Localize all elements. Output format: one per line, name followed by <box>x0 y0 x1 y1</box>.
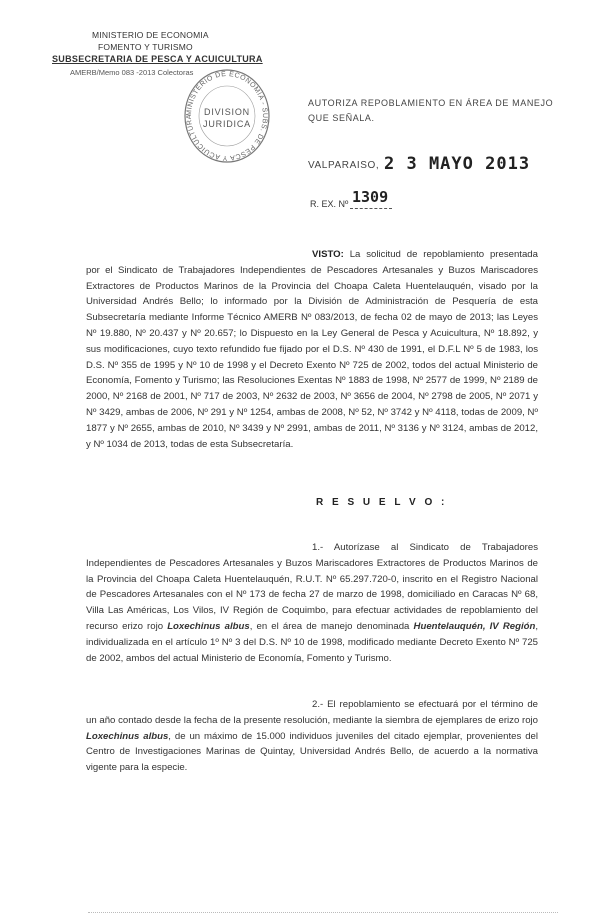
resolution-underline <box>350 208 392 209</box>
article-1-area: Huentelauquén, IV Región <box>413 620 536 632</box>
article-2-text-b: , de un máximo de 15.000 individuos juveniles del citado ejemplar, provenientes del Centro de Investigaciones Marinas de Quintay, Universidad Andrés Bello, de acuerdo a la normativa vigente para la especie. <box>86 730 538 774</box>
article-1-text-a: 1.- Autorízase al Sindicato de Trabajadores Independientes de Pescadores Artesanales y Buzos Mariscadores Extractores de Productos Marinos de la Provincia del Choapa Caleta Huentelauquén, R.U.T. Nº 65.297.720-0, inscrito en el Registro Nacional de Pescadores Artesanales con el Nº 173 de fecha 27 de marzo de 1998, domiciliado en Caracas Nº 68, Villa Las Américas, Los Vilos, IV Región de Coquimbo, para efectuar actividades de repoblamiento del recurso erizo rojo <box>86 542 538 632</box>
stamp-outer-text: MINISTERIO DE ECONOMIA - SUBS. DE PESCA Y ACUICULTURA <box>185 70 269 162</box>
resuelvo-heading: R E S U E L V O : <box>316 497 448 508</box>
article-1-text-b: , en el área de manejo denominada <box>249 620 410 632</box>
stamp-seal-icon <box>182 66 272 166</box>
resolution-date: 2 3 MAYO 2013 <box>384 154 531 174</box>
ministry-name: MINISTERIO DE ECONOMIA <box>92 30 209 40</box>
visto-paragraph <box>86 247 538 452</box>
stamp-center-line2: JURIDICA <box>203 119 251 129</box>
subsecretaria-name: SUBSECRETARIA DE PESCA Y ACUICULTURA <box>52 54 263 64</box>
document-title-line2: QUE SEÑALA. <box>308 113 375 123</box>
article-1-species: Loxechinus albus <box>167 620 250 632</box>
article-2-paragraph <box>86 697 538 776</box>
page-bottom-edge <box>88 912 558 913</box>
document-title <box>308 96 568 126</box>
resolution-number: 1309 <box>352 188 389 206</box>
document-title-line1: AUTORIZA REPOBLAMIENTO EN ÁREA DE MANEJO <box>308 98 554 108</box>
stamp-center-line1: DIVISION <box>204 107 250 117</box>
division-juridica-stamp <box>182 66 272 166</box>
resolution-label: R. EX. Nº <box>310 199 349 209</box>
article-2-species: Loxechinus albus <box>86 730 169 742</box>
article-1-text-c: , individualizada en el artículo 1º Nº 3 del D.S. Nº 10 de 1998, modificado mediante Decreto Exento Nº 725 de 2002, ambos del actual Ministerio de Economía, Fomento y Turismo. <box>86 620 539 664</box>
visto-label: VISTO: <box>312 249 344 260</box>
visto-text: La solicitud de repoblamiento presentada por el Sindicato de Trabajadores Independientes de Pescadores Artesanales y Buzos Mariscadores Extractores de Productos Marinos de la Provincia del Choapa Caleta Huentelauquén, visado por la Universidad Andrés Bello; lo informado por la División de Administración de Pesquería de esta Subsecretaría mediante Informe Técnico AMERB Nº 083/2013, de fecha 02 de mayo de 2013; las Leyes Nº 19.880, Nº 20.437 y Nº 20.657; lo Dispuesto en la Ley General de Pesca y Acuicultura, Nº 18.892, y sus modificaciones, cuyo texto refundido fue fijado por el D.S. Nº 430 de 1991, el D.F.L Nº 5 de 1983, los D.S. Nº 355 de 1995 y Nº 10 de 1998 y el Decreto Exento Nº 725 de 2002, todos del actual Ministerio de Economía, Fomento y Turismo; las Resoluciones Exentas Nº 1883 de 1998, Nº 2577 de 1999, Nº 2189 de 2000, Nº 2168 de 2001, Nº 717 de 2003, Nº 2632 de 2003, Nº 3656 de 2004, Nº 2798 de 2005, Nº 2071 y Nº 3429, ambas de 2006, Nº 291 y Nº 1254, ambas de 2008, Nº 52, Nº 3742 y Nº 4118, todas de 2009, Nº 1877 y Nº 2655, ambas de 2010, Nº 3439 y Nº 2991, ambas de 2011, Nº 3136 y Nº 3124, ambas de 2012, y Nº 1034 de 2013, todas de esta Subsecretaría. <box>86 249 538 450</box>
article-2-text-a: 2.- El repoblamiento se efectuará por el término de un año contado desde la fecha de la presente resolución, mediante la siembra de ejemplares de erizo rojo <box>86 699 538 726</box>
place-city: VALPARAISO, <box>308 160 380 171</box>
memo-reference: AMERB/Memo 083 -2013 Colectoras <box>70 68 194 77</box>
article-1-paragraph <box>86 540 538 666</box>
ministry-subname: FOMENTO Y TURISMO <box>98 42 193 52</box>
